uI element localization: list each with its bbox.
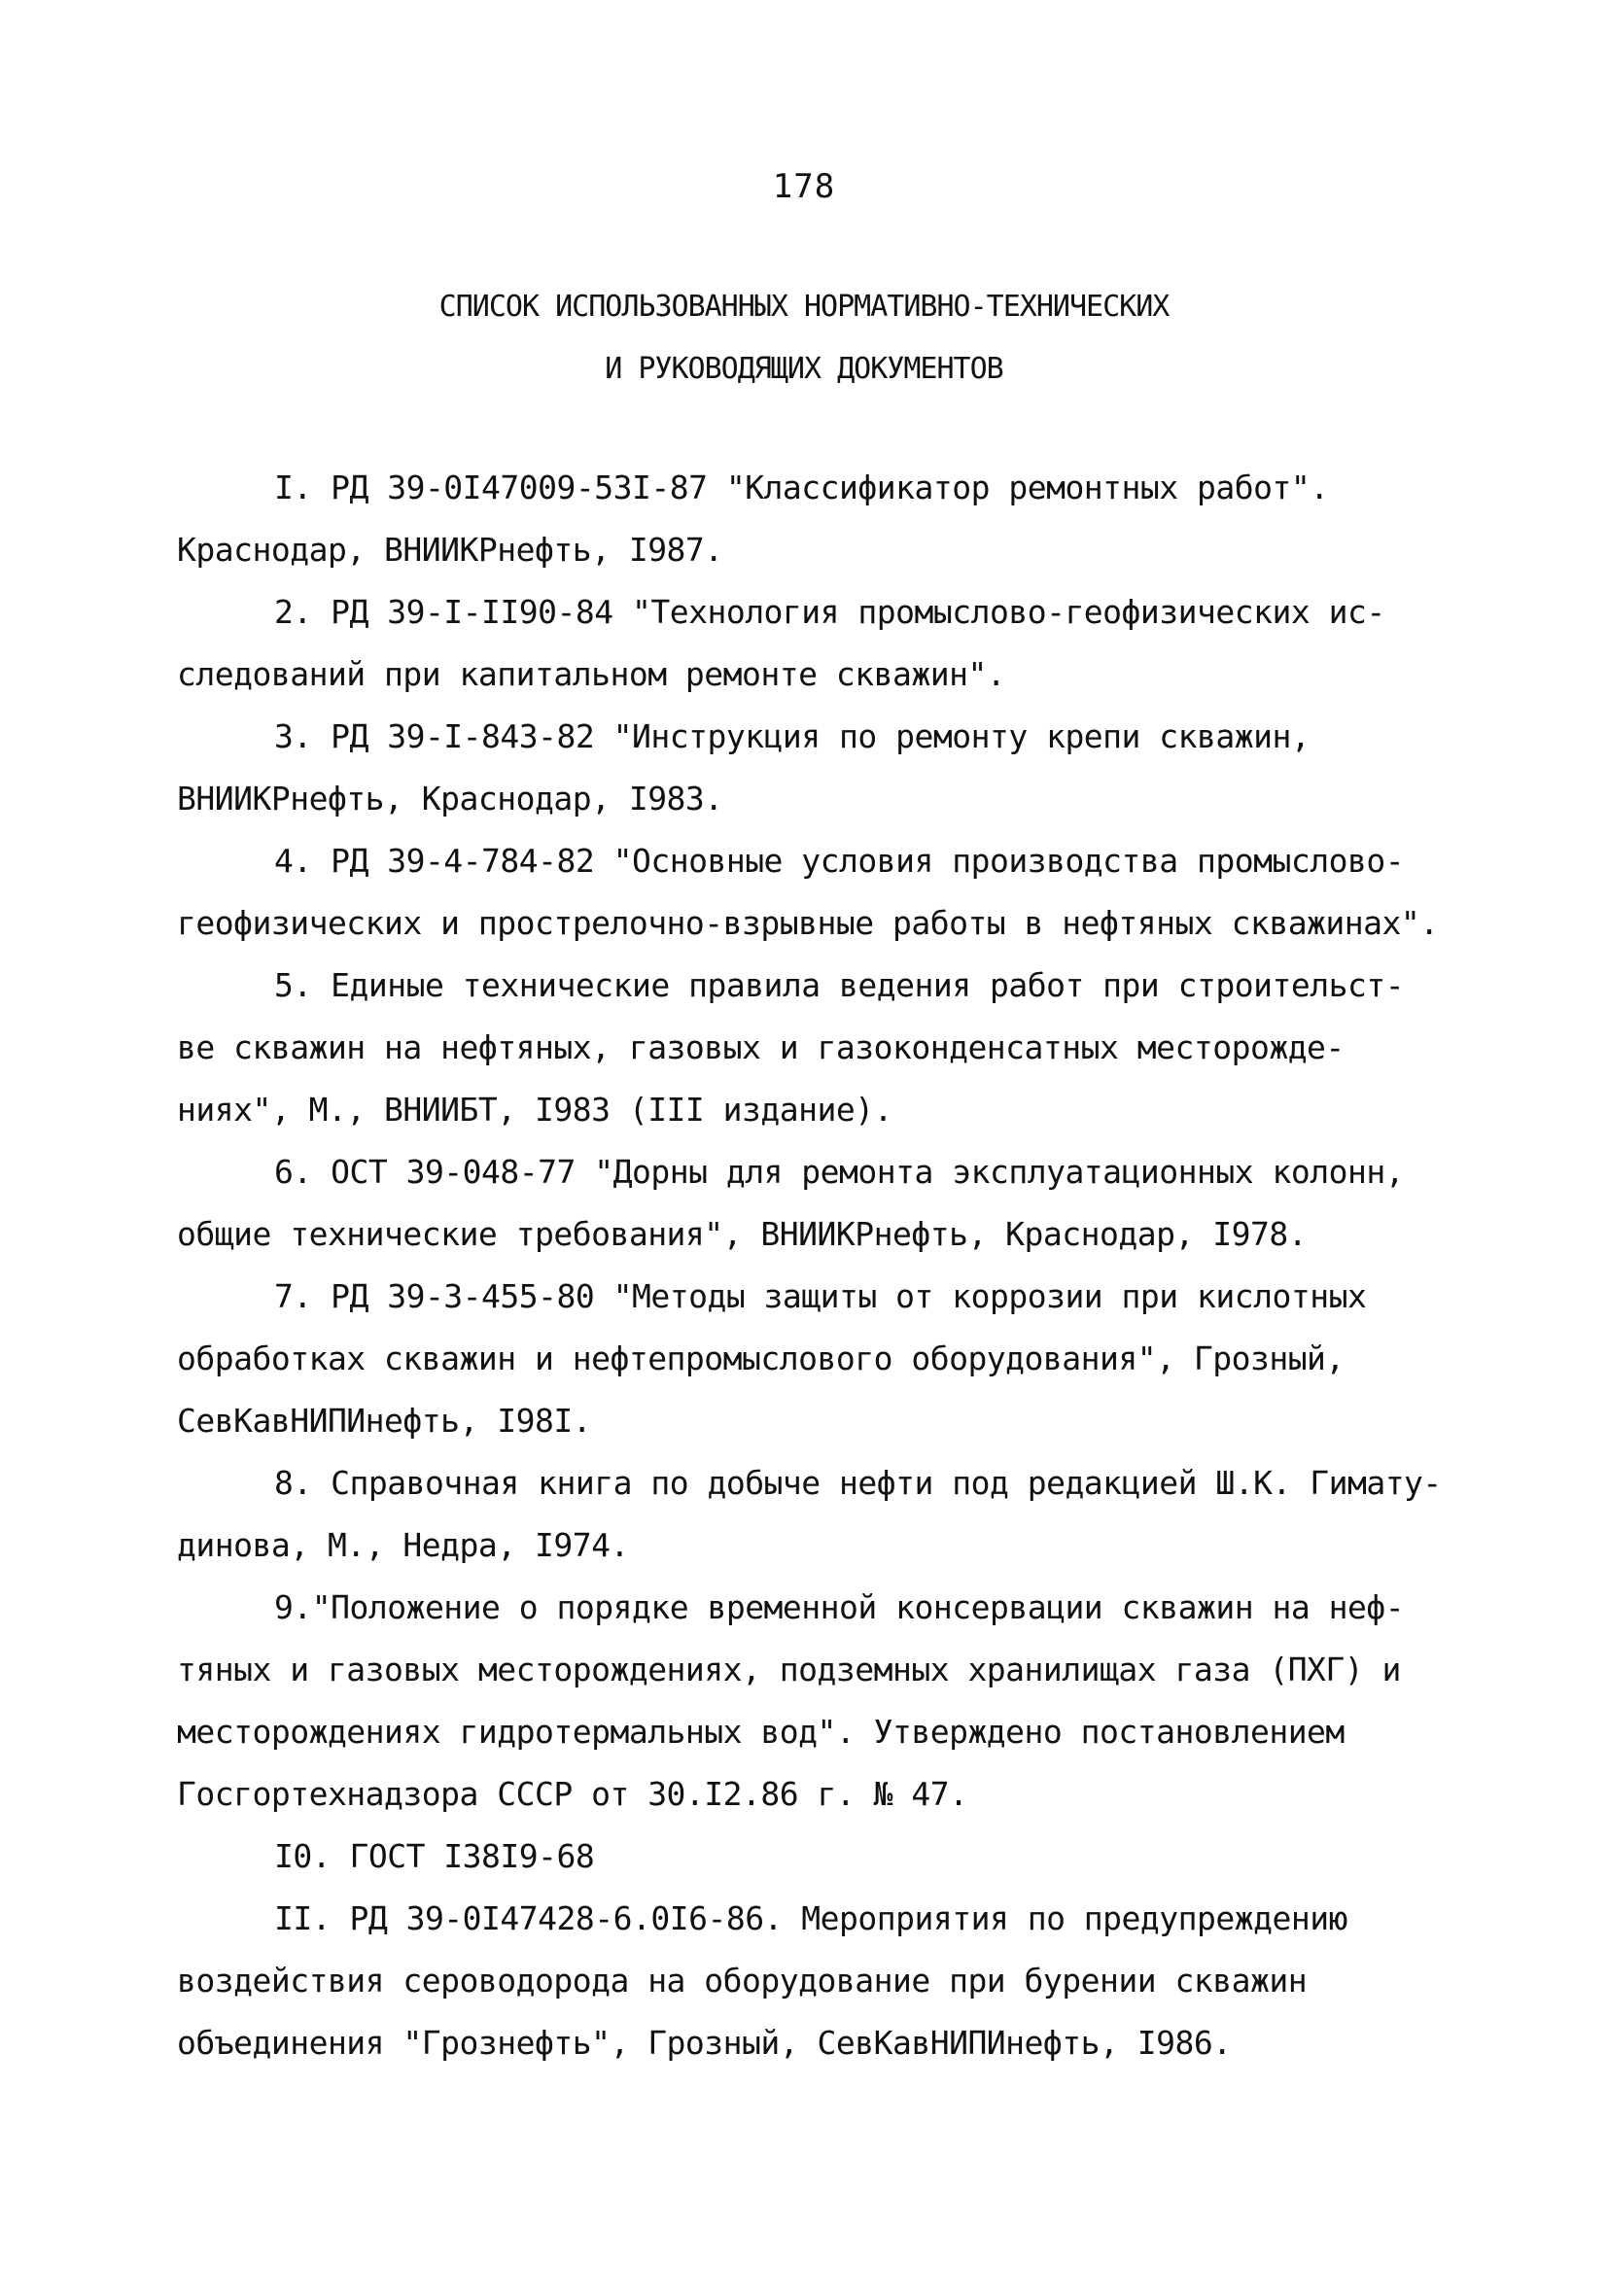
reference-line: 4. РД 39-4-784-82 "Основные условия производства промыслово- bbox=[274, 842, 1405, 880]
reference-line: I0. ГОСТ I38I9-68 bbox=[274, 1837, 595, 1875]
reference-line: Госгортехнадзора СССР от 30.I2.86 г. № 47. bbox=[177, 1775, 968, 1813]
reference-item bbox=[177, 1577, 1470, 1826]
reference-line: ВНИИКРнефть, Краснодар, I983. bbox=[177, 780, 723, 818]
reference-line: 8. Справочная книга по добыче нефти под редакцией Ш.К. Гимату- bbox=[274, 1464, 1442, 1502]
reference-line: следований при капитальном ремонте скважин". bbox=[177, 655, 1006, 693]
reference-item bbox=[177, 1266, 1470, 1452]
reference-item bbox=[177, 1888, 1470, 2074]
reference-line: I. РД 39-0I47009-53I-87 "Классификатор ремонтных работ". bbox=[274, 469, 1329, 506]
reference-line: ниях", М., ВНИИБТ, I983 (III издание). bbox=[177, 1091, 892, 1129]
reference-line: СевКавНИПИнефть, I98I. bbox=[177, 1402, 592, 1440]
reference-line: геофизических и прострелочно-взрывные работы в нефтяных скважинах". bbox=[177, 904, 1439, 942]
reference-line: динова, М., Недра, I974. bbox=[177, 1526, 629, 1564]
reference-line: ве скважин на нефтяных, газовых и газоконденсатных месторожде- bbox=[177, 1028, 1345, 1066]
reference-line: 2. РД 39-I-II90-84 "Технология промыслово-геофизических ис- bbox=[274, 593, 1385, 631]
reference-line: общие технические требования", ВНИИКРнефть, Краснодар, I978. bbox=[177, 1215, 1308, 1253]
reference-line: 3. РД 39-I-843-82 "Инструкция по ремонту крепи скважин, bbox=[274, 717, 1311, 755]
reference-item bbox=[177, 1141, 1470, 1266]
reference-line: тяных и газовых месторождениях, подземных хранилищах газа (ПХГ) и bbox=[177, 1651, 1401, 1688]
title-line-1: СПИСОК ИСПОЛЬЗОВАННЫХ НОРМАТИВНО-ТЕХНИЧЕСКИХ bbox=[438, 290, 1170, 324]
reference-item bbox=[177, 581, 1470, 706]
reference-list bbox=[177, 457, 1470, 2074]
page-title bbox=[0, 276, 1608, 400]
reference-line: воздействия сероводорода на оборудование при бурении скважин bbox=[177, 1962, 1308, 2000]
reference-line: 9."Положение о порядке временной консервации скважин на неф- bbox=[274, 1588, 1405, 1626]
reference-line: 7. РД 39-3-455-80 "Методы защиты от коррозии при кислотных bbox=[274, 1277, 1367, 1315]
reference-item bbox=[177, 1826, 1470, 1888]
reference-item bbox=[177, 706, 1470, 830]
reference-line: 5. Единые технические правила ведения работ при строительст- bbox=[274, 966, 1405, 1004]
reference-item bbox=[177, 1452, 1470, 1577]
reference-line: объединения "Грознефть", Грозный, СевКавНИПИнефть, I986. bbox=[177, 2024, 1232, 2062]
reference-item bbox=[177, 830, 1470, 955]
reference-line: 6. ОСТ 39-048-77 "Дорны для ремонта эксплуатационных колонн, bbox=[274, 1153, 1405, 1191]
reference-line: месторождениях гидротермальных вод". Утверждено постановлением bbox=[177, 1713, 1345, 1751]
reference-line: обработках скважин и нефтепромыслового оборудования", Грозный, bbox=[177, 1339, 1345, 1377]
page-number: 178 bbox=[772, 167, 836, 206]
reference-item bbox=[177, 457, 1470, 581]
title-line-2: И РУКОВОДЯЩИХ ДОКУМЕНТОВ bbox=[605, 352, 1003, 386]
reference-line: Краснодар, ВНИИКРнефть, I987. bbox=[177, 531, 723, 569]
reference-line: II. РД 39-0I47428-6.0I6-86. Мероприятия по предупреждению bbox=[274, 1899, 1347, 1937]
reference-item bbox=[177, 955, 1470, 1141]
